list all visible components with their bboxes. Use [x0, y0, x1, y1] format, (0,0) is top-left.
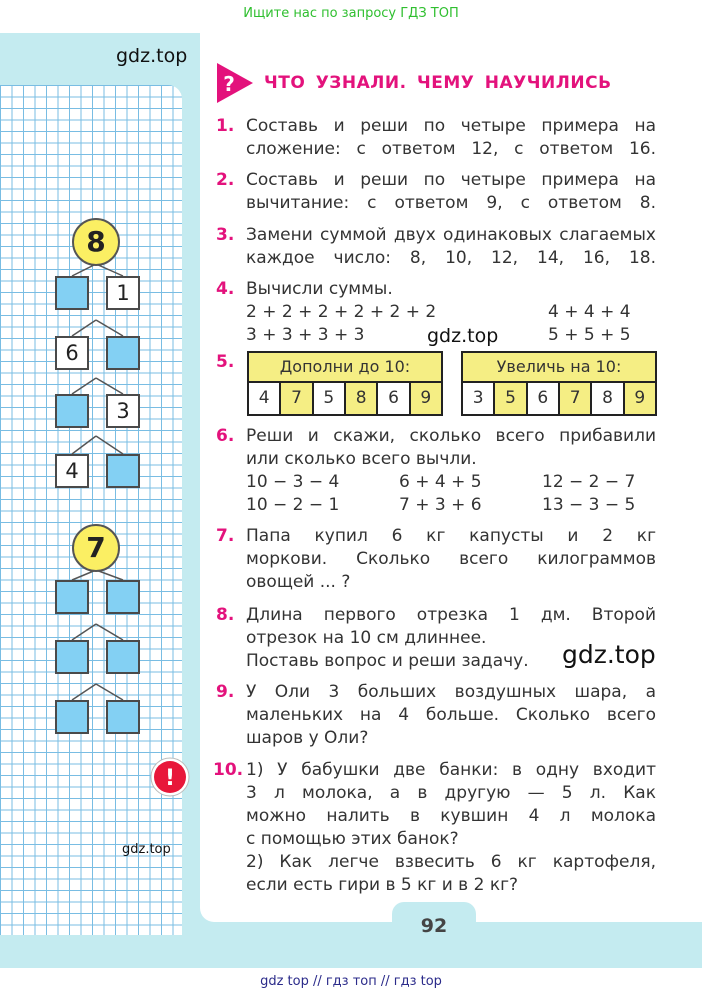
task-number: 4.	[216, 279, 235, 299]
fill-cell: 6	[528, 383, 560, 414]
task-text: отрезок на 10 см длиннее.	[246, 628, 487, 648]
page-number: 92	[392, 902, 476, 946]
tree-1-box[interactable]: 3	[106, 394, 140, 428]
bottom-banner: gdz top // гдз топ // гдз top	[260, 974, 442, 989]
expression: 13 − 3 − 5	[542, 495, 636, 515]
task-number: 8.	[216, 605, 235, 625]
expression: 3 + 3 + 3 + 3	[246, 325, 365, 345]
task-number: 6.	[216, 426, 235, 446]
task-text: или сколько всего вычли.	[246, 449, 477, 469]
tree-1-box[interactable]	[106, 454, 140, 488]
question-icon	[215, 61, 255, 105]
expression: 10 − 2 − 1	[246, 495, 340, 515]
tree-1-box[interactable]	[106, 336, 140, 370]
expression: 12 − 2 − 7	[542, 472, 636, 492]
fill-table-increase-by-10	[461, 351, 657, 416]
fill-table-title: Увеличь на 10:	[463, 353, 655, 383]
task-text: У Оли 3 больших воздушных шара, а	[246, 682, 656, 702]
expression: 6 + 4 + 5	[399, 472, 482, 492]
task-text: Поставь вопрос и реши задачу.	[246, 651, 529, 671]
task-text: Длина первого отрезка 1 дм. Второй	[246, 605, 656, 625]
tree-2-box[interactable]	[55, 700, 89, 734]
tree-1-root: 8	[72, 218, 120, 266]
task-text: Составь и реши по четыре примера на	[246, 116, 656, 136]
svg-text:?: ?	[223, 72, 235, 96]
task-text: Составь и реши по четыре примера на	[246, 170, 656, 190]
task-text: Реши и скажи, сколько всего прибавили	[246, 426, 656, 446]
fill-cell[interactable]: 8	[346, 383, 378, 414]
tree-2-box[interactable]	[55, 580, 89, 614]
watermark: gdz.top	[562, 640, 656, 669]
fill-cell: 4	[249, 383, 281, 414]
tree-2-box[interactable]	[106, 580, 140, 614]
task-text: вычитание: с ответом 9, с ответом 8.	[246, 193, 656, 213]
expression: 4 + 4 + 4	[548, 302, 631, 322]
expression: 5 + 5 + 5	[548, 325, 631, 345]
task-number: 7.	[216, 526, 235, 546]
expression: 7 + 3 + 6	[399, 495, 482, 515]
task-text: можно налить в кувшин 4 л молока	[246, 806, 656, 826]
svg-text:!: !	[164, 766, 176, 791]
task-text: моркови. Сколько всего килограммов	[246, 549, 656, 569]
task-text: сложение: с ответом 12, с ответом 16.	[246, 139, 656, 159]
task-text: каждое число: 8, 10, 12, 14, 16, 18.	[246, 248, 656, 268]
tree-1-box[interactable]	[55, 394, 89, 428]
task-text: Папа купил 6 кг капусты и 2 кг	[246, 526, 656, 546]
fill-cell[interactable]: 5	[495, 383, 527, 414]
task-number: 1.	[216, 116, 235, 136]
expression: 2 + 2 + 2 + 2 + 2 + 2	[246, 302, 437, 322]
fill-cell: 8	[592, 383, 624, 414]
task-text: Замени суммой двух одинаковых слагаемых	[246, 225, 656, 245]
watermark: gdz.top	[122, 842, 171, 857]
task-text: если есть гири в 5 кг и в 2 кг?	[246, 875, 519, 895]
tree-1-box[interactable]: 6	[55, 336, 89, 370]
task-number: 9.	[216, 682, 235, 702]
tree-1-box[interactable]: 4	[55, 454, 89, 488]
task-number: 2.	[216, 170, 235, 190]
top-banner: Ищите нас по запросу ГДЗ ТОП	[243, 6, 459, 21]
fill-cell[interactable]: 9	[411, 383, 441, 414]
task-number: 3.	[216, 225, 235, 245]
tree-2-box[interactable]	[106, 640, 140, 674]
tree-2-box[interactable]	[106, 700, 140, 734]
task-number: 5.	[216, 352, 235, 372]
fill-cell: 6	[378, 383, 410, 414]
expression: 10 − 3 − 4	[246, 472, 340, 492]
task-text: овощей ... ?	[246, 572, 351, 592]
tree-1-box[interactable]: 1	[106, 276, 140, 310]
tree-lines	[0, 0, 200, 740]
watermark: gdz.top	[427, 325, 499, 347]
fill-cell[interactable]: 7	[560, 383, 592, 414]
task-text: с помощью этих банок?	[246, 829, 459, 849]
fill-cell[interactable]: 7	[281, 383, 313, 414]
task-text: шаров у Оли?	[246, 728, 369, 748]
fill-cell: 3	[463, 383, 495, 414]
fill-table-complete-to-10	[247, 351, 443, 416]
tree-2-root: 7	[72, 524, 120, 572]
tree-1-box[interactable]	[55, 276, 89, 310]
watermark: gdz.top	[116, 45, 188, 67]
task-number: 10.	[213, 760, 244, 780]
task-text: 2) Как легче взвесить 6 кг картофеля,	[246, 852, 656, 872]
fill-cell: 5	[314, 383, 346, 414]
fill-cell[interactable]: 9	[625, 383, 655, 414]
task-text: маленьких на 4 больше. Сколько всего	[246, 705, 656, 725]
section-title: ЧТО УЗНАЛИ. ЧЕМУ НАУЧИЛИСЬ	[264, 73, 612, 93]
tree-2-box[interactable]	[55, 640, 89, 674]
task-text: 1) У бабушки две банки: в одну входит	[246, 760, 656, 780]
task-text: Вычисли суммы.	[246, 279, 393, 299]
task-text: 3 л молока, а в другую — 5 л. Как	[246, 783, 656, 803]
fill-table-title: Дополни до 10:	[249, 353, 441, 383]
exclamation-icon	[150, 757, 190, 797]
